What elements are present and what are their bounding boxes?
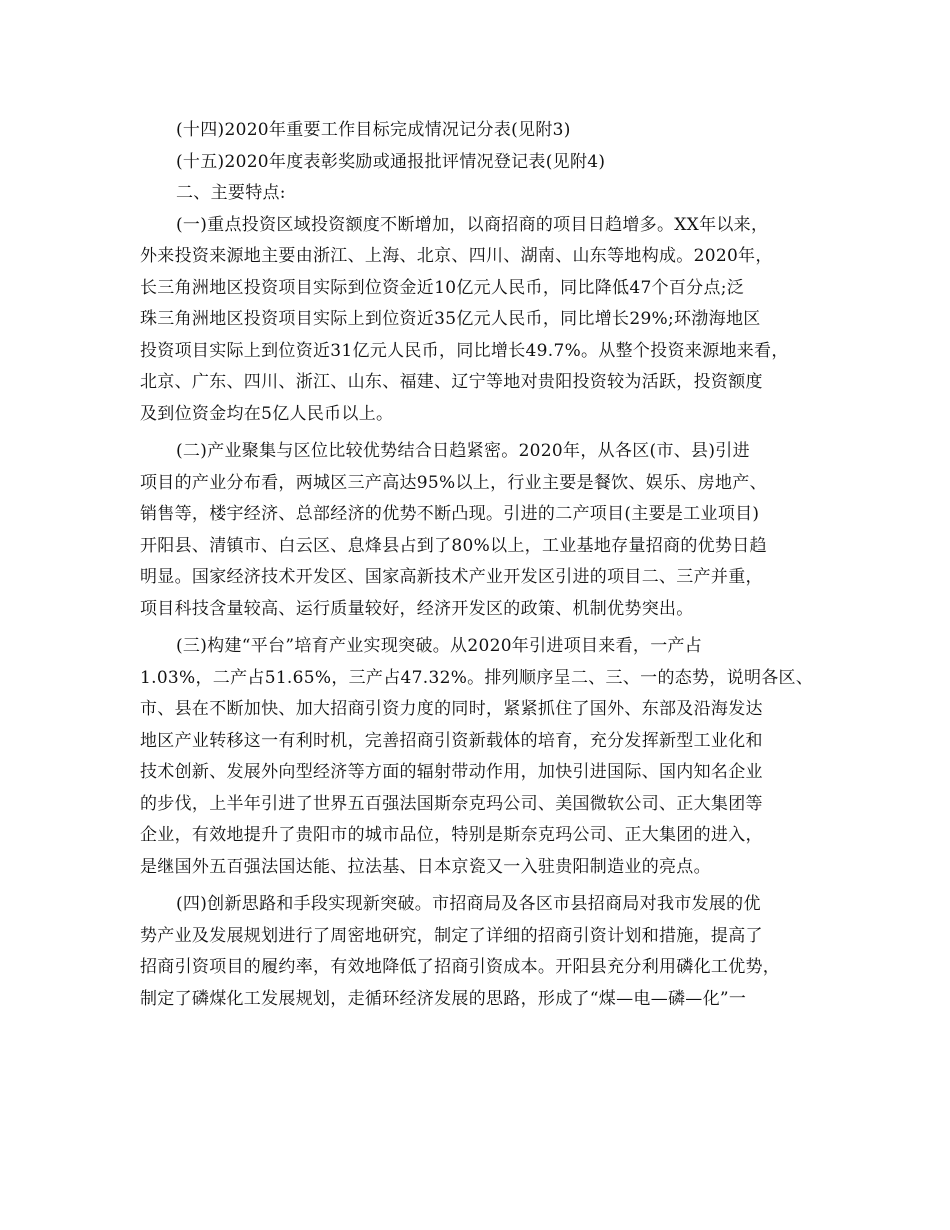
paragraph-line: 制定了磷煤化工发展规划，走循环经济发展的思路，形成了“煤—电—磷—化”一 (140, 988, 747, 1009)
section-heading: 二、主要特点: (176, 183, 286, 203)
paragraph-line: 企业，有效地提升了贵阳市的城市品位，特别是斯奈克玛公司、正大集团的进入， (140, 825, 763, 845)
paragraph-line: 的步伐，上半年引进了世界五百强法国斯奈克玛公司、美国微软公司、正大集团等 (140, 793, 763, 814)
paragraph-line: 及到位资金均在5亿人民币以上。 (140, 403, 394, 424)
paragraph-line: 开阳县、清镇市、白云区、息烽县占到了80%以上，工业基地存量招商的优势日趋 (140, 535, 767, 556)
paragraph-line: 项目科技含量较高、运行质量较好，经济开发区的政策、机制优势突出。 (140, 598, 694, 619)
paragraph-line: 市、县在不断加快、加大招商引资力度的同时，紧紧抓住了国外、东部及沿海发达 (140, 699, 763, 719)
paragraph-line: 是继国外五百强法国达能、拉法基、日本京瓷又一入驻贵阳制造业的亮点。 (140, 856, 711, 877)
paragraph-line: (三)构建“平台”培育产业实现突破。从2020年引进项目来看，一产占 (176, 636, 703, 656)
document-line: (十五)2020年度表彰奖励或通报批评情况登记表(见附4) (176, 151, 606, 172)
paragraph-line: 技术创新、发展外向型经济等方面的辐射带动作用，加快引进国际、国内知名企业 (140, 762, 763, 782)
paragraph-line: 长三角洲地区投资项目实际到位资金近10亿元人民币，同比降低47个百分点;泛 (140, 277, 745, 298)
paragraph-line: (一)重点投资区域投资额度不断增加，以商招商的项目日趋增多。XX年以来， (176, 214, 769, 235)
paragraph-line: 地区产业转移这一有利时机，完善招商引资新载体的培育，充分发挥新型工业化和 (140, 730, 763, 751)
paragraph-line: 势产业及发展规划进行了周密地研究，制定了详细的招商引资计划和措施，提高了 (140, 925, 763, 946)
document-body (140, 115, 814, 1015)
paragraph-line: 项目的产业分布看，两城区三产高达95%以上，行业主要是餐饮、娱乐、房地产、 (140, 472, 767, 493)
paragraph-line: 北京、广东、四川、浙江、山东、福建、辽宁等地对贵阳投资较为活跃，投资额度 (140, 372, 763, 392)
paragraph-line: 招商引资项目的履约率，有效地降低了招商引资成本。开阳县充分利用磷化工优势， (140, 957, 781, 977)
paragraph-line: (二)产业聚集与区位比较优势结合日趋紧密。2020年，从各区(市、县)引进 (176, 441, 750, 461)
paragraph-line: (四)创新思路和手段实现新突破。市招商局及各区市县招商局对我市发展的优 (176, 894, 761, 914)
paragraph-line: 明显。国家经济技术开发区、国家高新技术产业开发区引进的项目二、三产并重， (140, 567, 763, 587)
paragraph-line: 1.03%，二产占51.65%，三产占47.32%。排列顺序呈二、三、一的态势，说明各区、 (140, 667, 814, 688)
document-line: (十四)2020年重要工作目标完成情况记分表(见附3) (176, 120, 571, 140)
paragraph-line: 投资项目实际上到位资近31亿元人民币，同比增长49.7%。从整个投资来源地来看， (140, 340, 789, 361)
paragraph-line: 销售等，楼宇经济、总部经济的优势不断凸现。引进的二产项目(主要是工业项目) (140, 504, 760, 524)
paragraph-line: 外来投资来源地主要由浙江、上海、北京、四川、湖南、山东等地构成。2020年， (140, 246, 773, 266)
paragraph-line: 珠三角洲地区投资项目实际上到位资近35亿元人民币，同比增长29%;环渤海地区 (140, 309, 761, 329)
